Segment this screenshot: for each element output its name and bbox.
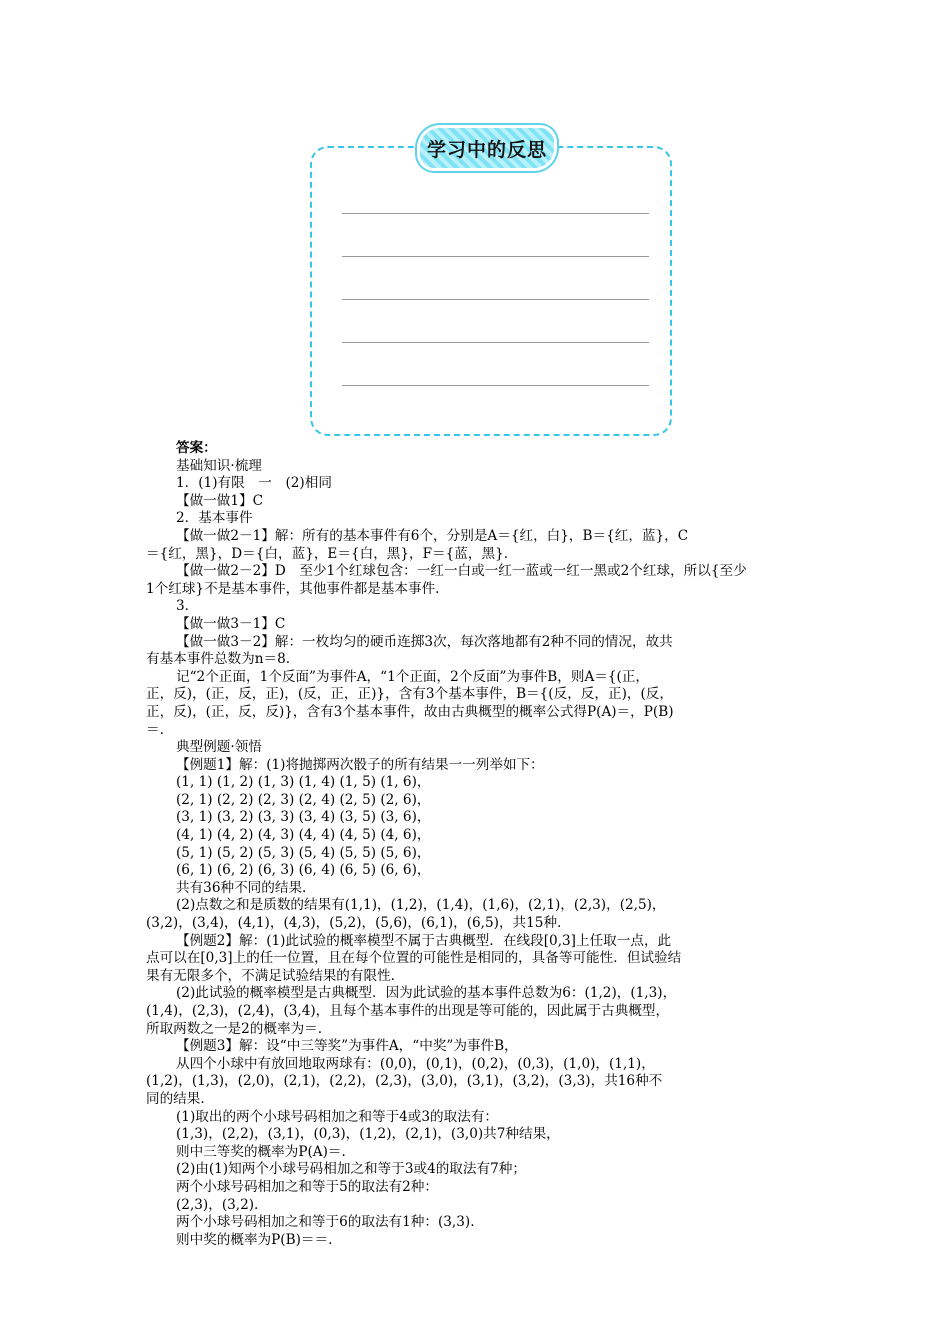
- answer-line: 典型例题·领悟: [176, 739, 262, 756]
- answer-line: 【例题3】解：设“中三等奖”为事件A，“中奖”为事件B，: [176, 1038, 518, 1055]
- answer-line: 【做一做1】C: [176, 492, 264, 509]
- answer-line: (2)由(1)知两个小球号码相加之和等于3或4的取法有7种；: [176, 1161, 526, 1178]
- answer-line: 2．基本事件: [176, 510, 253, 527]
- answer-line: (6, 1) (6, 2) (6, 3) (6, 4) (6, 5) (6, 6)，: [176, 862, 431, 879]
- answer-line: 【例题1】解：(1)将抛掷两次骰子的所有结果一一列举如下：: [176, 756, 544, 773]
- writing-line: [342, 299, 649, 300]
- answer-line: 记“2个正面，1个反面”为事件A，“1个正面，2个反面”为事件B，则A＝{(正，: [176, 668, 649, 685]
- answer-line: 则中奖的概率为P(B)＝＝.: [176, 1231, 333, 1248]
- answer-line: 【例题2】解：(1)此试验的概率模型不属于古典概型．在线段[0,3]上任取一点，此: [176, 932, 672, 949]
- answer-line: (2, 1) (2, 2) (2, 3) (2, 4) (2, 5) (2, 6)，: [176, 791, 431, 808]
- answer-line: 果有无限多个，不满足试验结果的有限性.: [146, 967, 396, 984]
- answer-line: 同的结果.: [146, 1090, 205, 1107]
- answer-line: 共有36种不同的结果.: [176, 879, 307, 896]
- answer-line: ＝.: [146, 721, 164, 738]
- reflection-title-badge: [420, 128, 554, 168]
- answer-line: (1,2)，(1,3)，(2,0)，(2,1)，(2,2)，(2,3)，(3,0)，(3,1)，(3,2)，(3,3)，共16种不: [146, 1073, 663, 1090]
- answer-line: (1,3)，(2,2)，(3,1)，(0,3)，(1,2)，(2,1)，(3,0)共7种结果，: [176, 1126, 560, 1143]
- answer-line: 1．(1)有限 一 (2)相同: [176, 475, 332, 492]
- answer-line: (3,2)，(3,4)，(4,1)，(4,3)，(5,2)，(5,6)，(6,1)，(6,5)，共15种.: [146, 915, 562, 932]
- answer-line: 【做一做2－1】解：所有的基本事件有6个，分别是A＝{红，白}，B＝{红，蓝}，C: [176, 527, 689, 544]
- answer-line: 所取两数之一是2的概率为＝.: [146, 1020, 323, 1037]
- answer-section: [146, 440, 810, 1249]
- answer-line: 【做一做2－2】D 至少1个红球包含：一红一白或一红一蓝或一红一黑或2个红球，所以{至少: [176, 563, 747, 580]
- reflection-box: [310, 146, 672, 436]
- answer-line: 从四个小球中有放回地取两球有：(0,0)，(0,1)，(0,2)，(0,3)，(1,0)，(1,1)，: [176, 1055, 655, 1072]
- answer-line: 答案：: [176, 440, 217, 456]
- answer-line: 有基本事件总数为n＝8.: [146, 651, 291, 668]
- answer-line: (2)此试验的概率模型是古典概型．因为此试验的基本事件总数为6：(1,2)，(1,3)，: [176, 985, 677, 1002]
- answer-line: (5, 1) (5, 2) (5, 3) (5, 4) (5, 5) (5, 6)，: [176, 844, 431, 861]
- answer-line: 【做一做3－1】C: [176, 615, 286, 632]
- writing-line: [342, 385, 649, 386]
- answer-line: 点可以在[0,3]上的任一位置，且在每个位置的可能性是相同的，具备等可能性．但试验结: [146, 950, 682, 967]
- answer-line: 两个小球号码相加之和等于5的取法有2种：: [176, 1178, 438, 1195]
- answer-line: (2)点数之和是质数的结果有(1,1)，(1,2)，(1,4)，(1,6)，(2,1)，(2,3)，(2,5)，: [176, 897, 666, 914]
- writing-line: [342, 256, 649, 257]
- answer-line: 3．: [176, 598, 199, 615]
- answer-line: (1, 1) (1, 2) (1, 3) (1, 4) (1, 5) (1, 6)，: [176, 774, 431, 791]
- answer-line: (1)取出的两个小球号码相加之和等于4或3的取法有：: [176, 1108, 499, 1125]
- answer-line: 正，反)，(正，反，正)，(反，正，正)}，含有3个基本事件，B＝{(反，反，正)，(反，: [146, 686, 673, 703]
- answer-line: 两个小球号码相加之和等于6的取法有1种：(3,3).: [176, 1214, 475, 1231]
- answer-line: (1,4)，(2,3)，(2,4)，(3,4)，且每个基本事件的出现是等可能的，因此属于古典概型，: [146, 1003, 670, 1019]
- answer-line: (2,3)，(3,2).: [176, 1196, 259, 1213]
- answer-line: ＝{红，黑}，D＝{白，蓝}，E＝{白，黑}，F＝{蓝，黑}.: [146, 545, 509, 562]
- reflection-title: 学习中的反思: [426, 138, 547, 161]
- answer-line: 1个红球}不是基本事件，其他事件都是基本事件.: [146, 580, 440, 597]
- answer-line: 【做一做3－2】解：一枚均匀的硬币连掷3次，每次落地都有2种不同的情况，故共: [176, 633, 673, 650]
- answer-line: 正，反)，(正，反，反)}，含有3个基本事件，故由古典概型的概率公式得P(A)＝，P(B): [146, 703, 674, 720]
- answer-line: 基础知识·梳理: [176, 457, 262, 474]
- writing-line: [342, 342, 649, 343]
- answer-line: 则中三等奖的概率为P(A)＝.: [176, 1143, 346, 1160]
- answer-line: (4, 1) (4, 2) (4, 3) (4, 4) (4, 5) (4, 6)，: [176, 827, 431, 844]
- writing-line: [342, 213, 649, 214]
- answer-line: (3, 1) (3, 2) (3, 3) (3, 4) (3, 5) (3, 6)，: [176, 809, 431, 826]
